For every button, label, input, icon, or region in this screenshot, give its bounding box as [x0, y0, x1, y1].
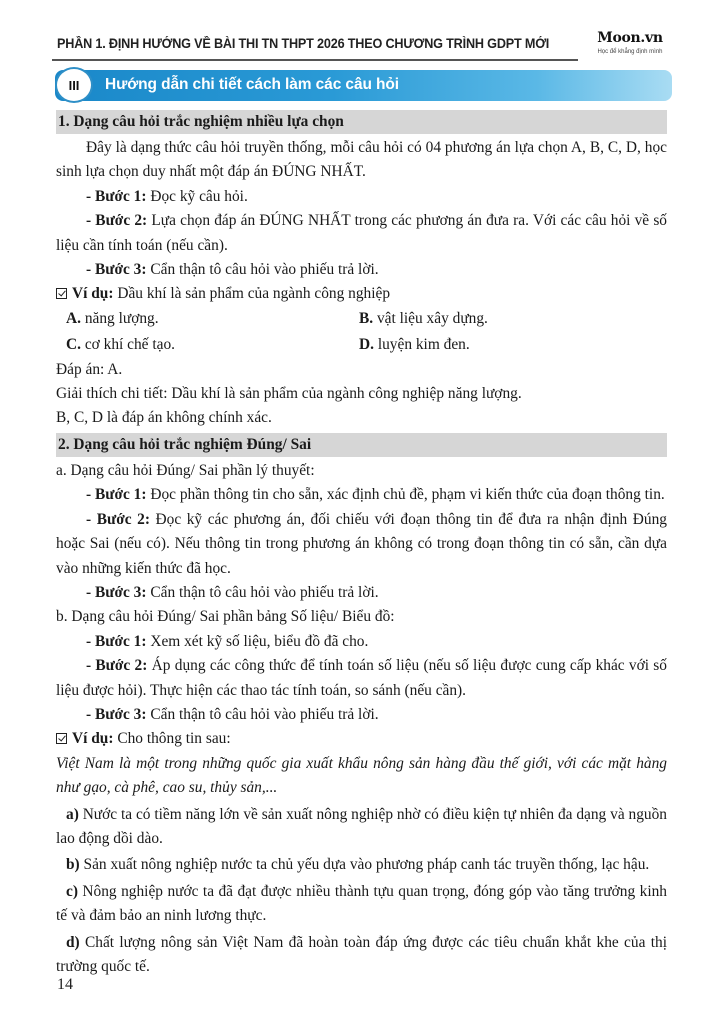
brand-logo [585, 30, 675, 55]
step-item [56, 654, 667, 703]
option-c [66, 333, 359, 357]
options-row [56, 333, 667, 357]
claim-text: Sản xuất nông nghiệp nước ta chủ yếu dựa vào phương pháp canh tác truyền thống, lạc hậu. [79, 856, 650, 874]
claim-key: a) [66, 805, 79, 823]
claim-text: Nước ta có tiềm năng lớn về sản xuất nông nghiệp nhờ có điều kiện tự nhiên đa dạng và nguồn lao động dồi dào. [56, 805, 667, 847]
logo-tagline: Học để khẳng định mình [597, 49, 663, 55]
logo-name: Moon.vn [597, 30, 663, 46]
option-text: luyện kim đen. [373, 336, 470, 354]
step-label: - Bước 1: [86, 486, 147, 504]
option-key: D. [359, 336, 374, 354]
example-label: Ví dụ: [72, 285, 114, 303]
option-text: cơ khí chế tạo. [80, 336, 176, 354]
step-text: Cẩn thận tô câu hỏi vào phiếu trả lời. [146, 705, 379, 723]
page-number: 14 [57, 976, 73, 993]
subsection-title: a. Dạng câu hỏi Đúng/ Sai phần lý thuyết: [56, 461, 315, 479]
step-text: Cẩn thận tô câu hỏi vào phiếu trả lời. [146, 261, 379, 279]
option-key: C. [66, 336, 81, 354]
step-item [56, 508, 667, 581]
step-item [56, 630, 667, 654]
claim-item [56, 931, 667, 980]
claim-item [56, 853, 667, 877]
answer-line: Đáp án: A. [56, 360, 123, 378]
section-heading: 1. Dạng câu hỏi trắc nghiệm nhiều lựa chọn [56, 110, 667, 134]
step-text: Đọc kỹ các phương án, đối chiếu với đoạn thông tin để đưa ra nhận định Đúng hoặc Sai (nếu có). Nếu thông tin trong phương án không có trong đoạn thông tin có sẵn, cần dựa vào những kiến thức đã học. [56, 510, 667, 577]
example-line [56, 282, 667, 306]
header-divider [52, 59, 578, 61]
claim-key: b) [66, 856, 80, 874]
example-intro: Cho thông tin sau: [113, 730, 231, 748]
claim-text: Nông nghiệp nước ta đã đạt được nhiều thành tựu quan trọng, đóng góp vào tăng trưởng kinh tế và đảm bảo an ninh lương thực. [56, 882, 667, 925]
option-text: vật liệu xây dựng. [373, 309, 488, 327]
paragraph: Đây là dạng thức câu hỏi truyền thống, mỗi câu hỏi có 04 phương án lựa chọn A, B, C, D, học sinh lựa chọn duy nhất một đáp án ĐÚNG NHẤT. [56, 139, 667, 181]
explanation-line: Giải thích chi tiết: Dầu khí là sản phẩm của ngành công nghiệp năng lượng. [56, 385, 522, 403]
claim-key: d) [66, 933, 80, 951]
step-label: - Bước 3: [86, 261, 147, 279]
option-key: A. [66, 309, 81, 327]
claim-item [56, 880, 667, 929]
option-key: B. [359, 309, 374, 327]
subsection-title: b. Dạng câu hỏi Đúng/ Sai phần bảng Số liệu/ Biểu đồ: [56, 608, 395, 626]
option-d [359, 333, 652, 357]
claim-text: Chất lượng nông sản Việt Nam đã hoàn toàn đáp ứng được các tiêu chuẩn khắt khe của thị trường quốc tế. [56, 933, 667, 975]
step-text: Áp dụng các công thức để tính toán số liệu (nếu số liệu được cung cấp khác với số liệu được hỏi). Thực hiện các thao tác tính toán, so sánh (nếu cần). [56, 657, 667, 699]
example-label: Ví dụ: [72, 730, 114, 748]
step-label: - Bước 1: [86, 187, 147, 205]
checked-box-icon [56, 733, 67, 744]
step-label: - Bước 2: [86, 657, 148, 675]
section-heading: 2. Dạng câu hỏi trắc nghiệm Đúng/ Sai [56, 433, 667, 457]
step-item [56, 258, 667, 282]
option-text: năng lượng. [80, 309, 159, 327]
page-content [56, 110, 667, 979]
claim-item [56, 803, 667, 852]
step-item [56, 581, 667, 605]
step-text: Lựa chọn đáp án ĐÚNG NHẤT trong các phương án đưa ra. Với các câu hỏi về số liệu cần tính toán (nếu cần). [56, 212, 668, 254]
step-item [56, 483, 667, 507]
note-line: B, C, D là đáp án không chính xác. [56, 409, 272, 427]
options-row [56, 307, 667, 331]
step-item [56, 703, 667, 727]
step-label: - Bước 2: [86, 510, 150, 528]
option-a [66, 307, 359, 331]
step-text: Cẩn thận tô câu hỏi vào phiếu trả lời. [146, 583, 379, 601]
option-b [359, 307, 652, 331]
claim-key: c) [66, 882, 78, 900]
step-label: - Bước 1: [86, 632, 147, 650]
example-passage: Việt Nam là một trong những quốc gia xuất khẩu nông sản hàng đầu thế giới, với các mặt hàng như gạo, cà phê, cao su, thủy sản,... [56, 754, 667, 797]
step-label: - Bước 3: [86, 583, 147, 601]
step-label: - Bước 3: [86, 705, 147, 723]
step-item [56, 185, 667, 209]
step-text: Xem xét kỹ số liệu, biểu đồ đã cho. [146, 632, 369, 650]
chapter-title: Hướng dẫn chi tiết cách làm các câu hỏi [105, 76, 399, 93]
step-text: Đọc phần thông tin cho sẵn, xác định chủ đề, phạm vi kiến thức của đoạn thông tin. [146, 486, 665, 504]
example-line [56, 727, 667, 751]
step-text: Đọc kỹ câu hỏi. [146, 187, 248, 205]
step-item [56, 209, 667, 258]
running-header-title: PHẦN 1. ĐỊNH HƯỚNG VỀ BÀI THI TN THPT 2026 THEO CHƯƠNG TRÌNH GDPT MỚI [57, 36, 550, 51]
example-question: Dầu khí là sản phẩm của ngành công nghiệp [113, 285, 391, 303]
chapter-number-badge: III [55, 67, 93, 103]
checked-box-icon [56, 288, 67, 299]
step-label: - Bước 2: [86, 212, 148, 230]
